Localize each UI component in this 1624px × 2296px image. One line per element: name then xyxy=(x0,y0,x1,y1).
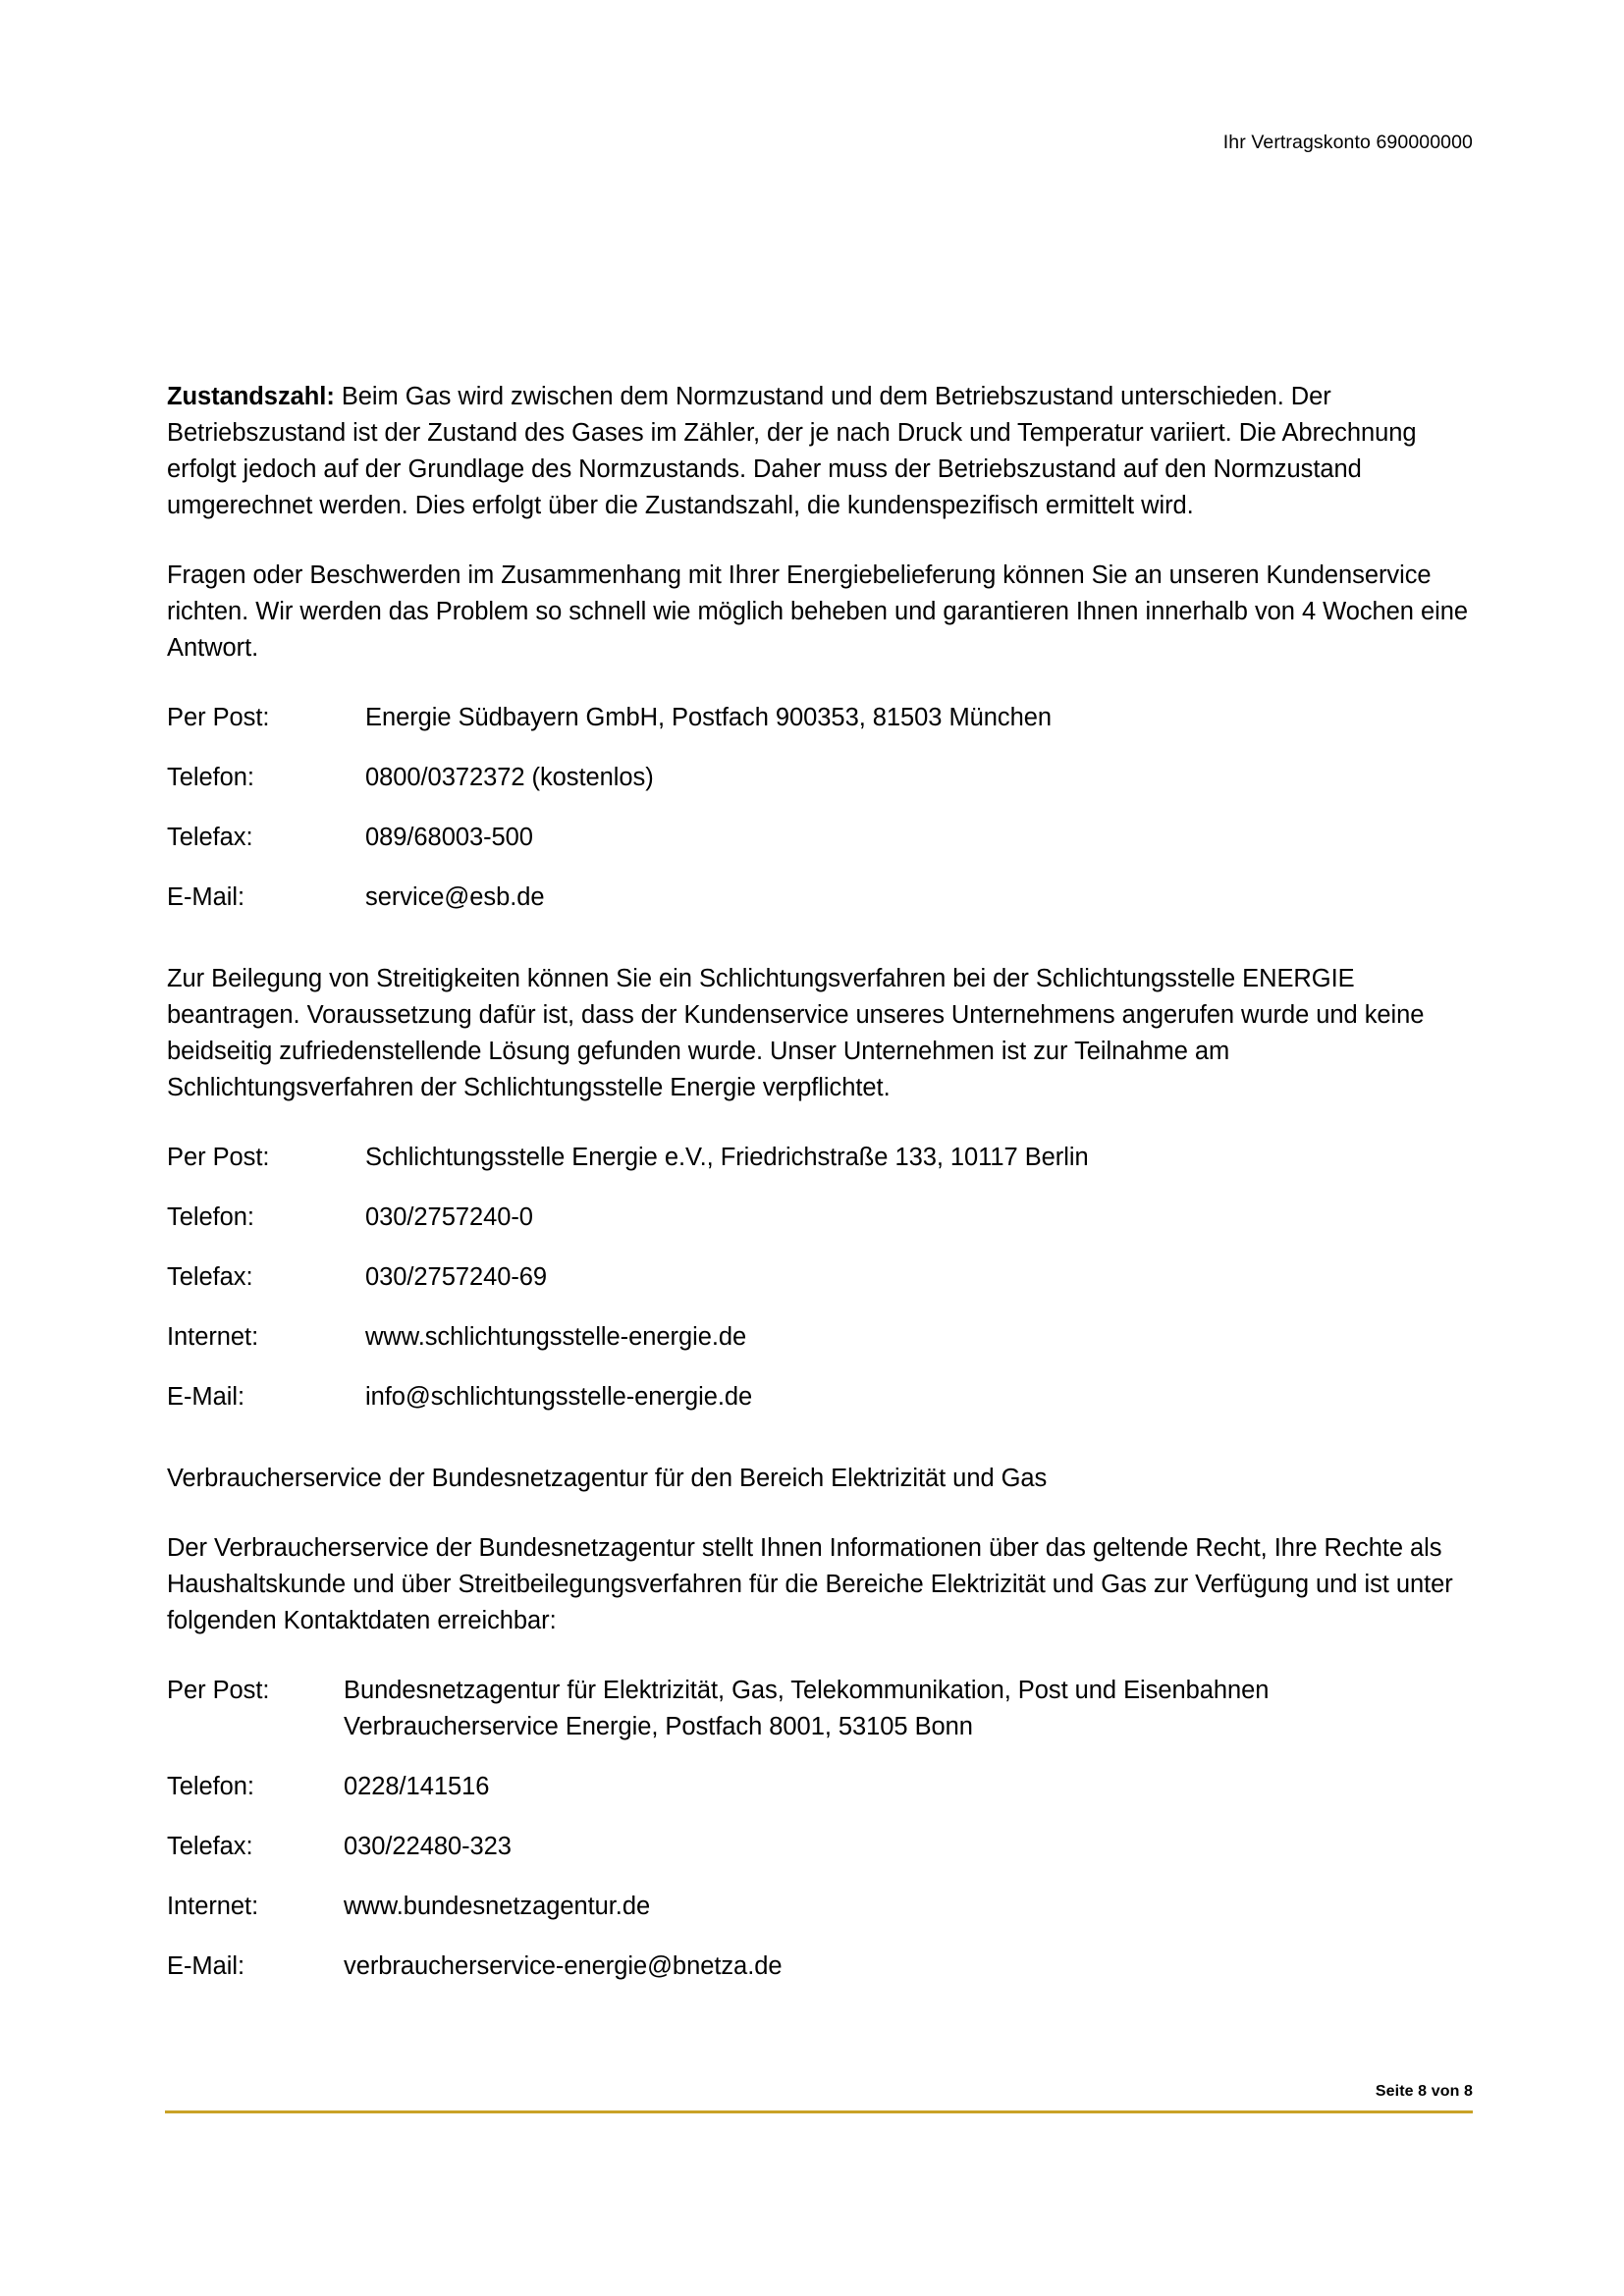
contact-label-email: E-Mail: xyxy=(167,1383,244,1411)
contact-label-post: Per Post: xyxy=(167,1144,270,1171)
contact-block-bundesnetzagentur xyxy=(167,1673,1473,1985)
spacer xyxy=(167,947,1473,961)
contact-label-internet: Internet: xyxy=(167,1893,259,1920)
contact-row-telefax xyxy=(167,820,1473,856)
contact-value-internet[interactable]: www.bundesnetzagentur.de xyxy=(344,1893,651,1920)
contact-label-telefax: Telefax: xyxy=(167,1263,253,1291)
paragraph-schlichtung: Zur Beilegung von Streitigkeiten können Sie ein Schlichtungsverfahren bei der Schlichtungsstelle ENERGIE beantragen. Voraussetzung dafür ist, dass der Kundenservice unseres Unternehmens angerufen wurde und keine beidseitig zufriedenstellende Lösung gefunden wurde. Unser Unternehmen ist zur Teilnahme am Schlichtungsverfahren der Schlichtungsstelle Energie verpflichtet. xyxy=(167,965,1425,1101)
contact-row-internet xyxy=(167,1889,1473,1925)
contact-value-post-line2: Verbraucherservice Energie, Postfach 8001, 53105 Bonn xyxy=(344,1713,973,1740)
contact-row-internet xyxy=(167,1319,1473,1356)
contact-value-post xyxy=(344,1673,1473,1745)
contact-row-post xyxy=(167,1140,1473,1176)
contact-row-telefon xyxy=(167,1769,1473,1805)
contact-block-esb xyxy=(167,700,1473,916)
contact-row-telefon xyxy=(167,1200,1473,1236)
contract-account-header xyxy=(0,130,1624,155)
contact-value-post-line1: Bundesnetzagentur für Elektrizität, Gas, Telekommunikation, Post und Eisenbahnen xyxy=(344,1677,1270,1704)
spacer xyxy=(167,1447,1473,1461)
contact-value-post: Schlichtungsstelle Energie e.V., Friedrichstraße 133, 10117 Berlin xyxy=(365,1144,1089,1171)
contact-row-email xyxy=(167,1379,1473,1415)
heading-bundesnetzagentur: Verbraucherservice der Bundesnetzagentur für den Bereich Elektrizität und Gas xyxy=(167,1465,1048,1492)
contact-row-email xyxy=(167,880,1473,916)
contact-value-email[interactable]: verbraucherservice-energie@bnetza.de xyxy=(344,1952,783,1980)
contact-value-email[interactable]: service@esb.de xyxy=(365,883,545,911)
contact-label-telefax: Telefax: xyxy=(167,1833,253,1860)
contact-value-telefax: 089/68003-500 xyxy=(365,824,533,851)
contact-row-post xyxy=(167,700,1473,736)
contact-value-telefax: 030/2757240-69 xyxy=(365,1263,548,1291)
contract-account-text: Ihr Vertragskonto 690000000 xyxy=(1222,132,1473,153)
contact-value-internet[interactable]: www.schlichtungsstelle-energie.de xyxy=(365,1323,747,1351)
contact-label-telefax: Telefax: xyxy=(167,824,253,851)
paragraph-bundesnetzagentur: Der Verbraucherservice der Bundesnetzagentur stellt Ihnen Informationen über das geltende Recht, Ihre Rechte als Haushaltskunde und über Streitbeilegungsverfahren für die Bereiche Elektrizität und Gas zur Verfügung und ist unter folgenden Kontaktdaten erreichbar: xyxy=(167,1534,1453,1634)
contact-row-telefax xyxy=(167,1829,1473,1865)
contact-value-telefon: 0228/141516 xyxy=(344,1773,490,1800)
footer-divider xyxy=(165,2110,1473,2113)
contact-label-internet: Internet: xyxy=(167,1323,259,1351)
zustandszahl-definition: Beim Gas wird zwischen dem Normzustand und dem Betriebszustand unterschieden. Der Betriebszustand ist der Zustand des Gases im Zähler, der je nach Druck und Temperatur variiert. Die Abrechnung erfolgt jedoch auf der Grundlage des Normzustands. Daher muss der Betriebszustand auf den Normzustand umgerechnet werden. Dies erfolgt über die Zustandszahl, die kundenspezifisch ermittelt wird. xyxy=(167,383,1417,519)
zustandszahl-term: Zustandszahl: xyxy=(167,383,335,410)
contact-label-telefon: Telefon: xyxy=(167,1203,254,1231)
contact-block-schlichtungsstelle xyxy=(167,1140,1473,1415)
contact-label-email: E-Mail: xyxy=(167,883,244,911)
page-number-label: Seite 8 von 8 xyxy=(1375,2083,1473,2100)
contact-value-telefon: 030/2757240-0 xyxy=(365,1203,533,1231)
document-content xyxy=(167,379,1473,2016)
contact-value-telefon: 0800/0372372 (kostenlos) xyxy=(365,764,654,791)
contact-label-post: Per Post: xyxy=(167,704,270,731)
contact-label-telefon: Telefon: xyxy=(167,764,254,791)
contact-row-telefax xyxy=(167,1259,1473,1296)
page-footer xyxy=(165,2081,1473,2113)
contact-label-email: E-Mail: xyxy=(167,1952,244,1980)
contact-value-telefax: 030/22480-323 xyxy=(344,1833,512,1860)
contact-label-post: Per Post: xyxy=(167,1677,270,1704)
paragraph-zustandszahl xyxy=(167,379,1473,524)
contact-row-email xyxy=(167,1949,1473,1985)
contact-value-email[interactable]: info@schlichtungsstelle-energie.de xyxy=(365,1383,753,1411)
contact-label-telefon: Telefon: xyxy=(167,1773,254,1800)
contact-value-post: Energie Südbayern GmbH, Postfach 900353, 81503 München xyxy=(365,704,1053,731)
paragraph-kundenservice: Fragen oder Beschwerden im Zusammenhang mit Ihrer Energiebelieferung können Sie an unseren Kundenservice richten. Wir werden das Problem so schnell wie möglich beheben und garantieren Ihnen innerhalb von 4 Wochen eine Antwort. xyxy=(167,561,1468,662)
contact-row-telefon xyxy=(167,760,1473,796)
contact-row-post xyxy=(167,1673,1473,1745)
